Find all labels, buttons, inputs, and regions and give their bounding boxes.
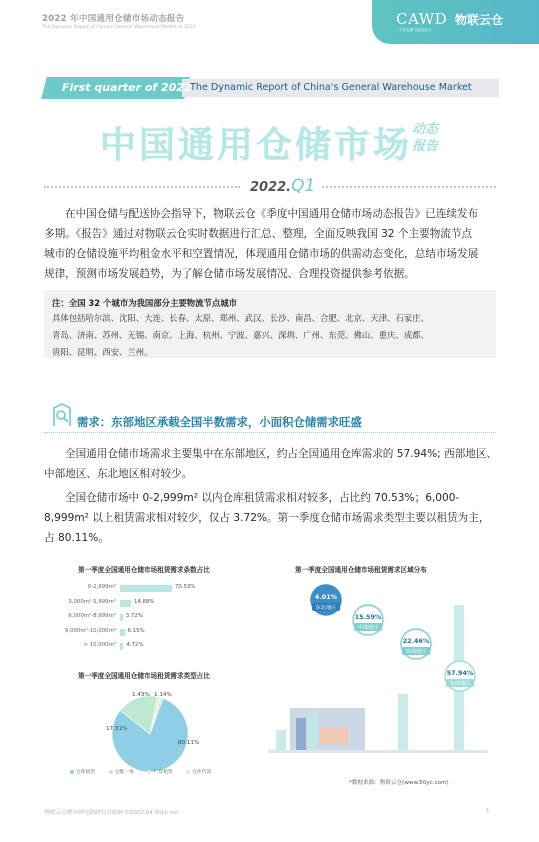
bar-value-label: 6.15%: [127, 627, 145, 634]
cargo-boxes: [320, 728, 348, 744]
report-title-side-2: 报告: [412, 139, 439, 154]
bar: [120, 614, 123, 621]
bar-value-label: 3.72%: [125, 613, 143, 619]
quarter-banner: [44, 77, 499, 99]
pie-value-label: 1.14%: [154, 692, 172, 698]
region-value-label: 4.01%: [314, 593, 338, 601]
header-title: 2022 年中国通用仓储市场动态报告: [42, 14, 185, 24]
intro-line: 城市的仓储设施平均租金水平和空置情况，体现通用仓储市场的供需动态变化，总结市场发展: [44, 248, 479, 260]
bar-category-label: > 10,000m²: [83, 642, 116, 648]
legend-label: 厂房租赁: [153, 770, 173, 775]
bar: [120, 643, 123, 650]
footer-credit: 物联云仓数字研究院研究员绘制 ©2022.04 50yc Inc: [44, 810, 179, 816]
header-subtitle: The Dynamic Report of China's General Warehouse Market in 2022: [42, 25, 196, 30]
pie-legend: [70, 768, 211, 775]
section-title: 需求：东部地区承载全国半数需求，小面积仓储需求旺盛: [77, 415, 362, 429]
bar-category-label: 0-2,999m²: [87, 584, 116, 590]
pie-value-label: 1.43%: [132, 692, 150, 698]
logo-cawd-subtext: 中国仓储与配送协会: [399, 28, 432, 32]
bar-category-label: 3,000m²-5,999m²: [68, 598, 116, 605]
magnifier-icon: [50, 402, 74, 428]
logo-cawd: CAWD: [396, 10, 448, 28]
bar: [120, 629, 125, 636]
data-source: *数据来源：物联云仓(www.50yc.com): [349, 780, 449, 786]
report-title-side: [412, 121, 438, 155]
region-infographic: [268, 578, 488, 758]
region-value-label: 22.46%: [402, 637, 430, 645]
pie-chart-title: 第一季度全国通用仓储市场租赁需求类型占比: [78, 672, 210, 680]
logo-cn: 物联云仓: [455, 13, 504, 27]
region-column: [276, 730, 286, 750]
intro-line: 多期。《报告》通过对物联云仓实时数据进行汇总、整理，全面反映我国 32 个主要物流节点: [44, 228, 473, 240]
quarter-text: Q1: [291, 176, 316, 196]
note-heading: 注：全国 32 个城市为我国部分主要物流节点城市: [52, 298, 237, 308]
legend-item: [70, 770, 95, 775]
bar-value-label: 4.72%: [126, 642, 144, 648]
demand-paragraph-1: [44, 444, 496, 484]
region-value-label: 57.94%: [446, 669, 474, 677]
region-name-label: 中部地区: [357, 625, 379, 631]
legend-item: [147, 770, 172, 775]
intro-line: 规律，预测市场发展趋势，为了解仓储市场发展情况、合理投资提供参考依据。: [44, 268, 415, 280]
report-title: 中国通用仓储市场: [100, 125, 413, 166]
body-line: 全国仓储市场中 0-2,999m² 以内仓库租赁需求相对较多，占比约 70.53%；6,000-: [65, 492, 460, 504]
region-column: [308, 711, 318, 750]
divider-left: [44, 186, 240, 188]
intro-line: 在中国仓储与配送协会指导下，物联云仓《季度中国通用仓储市场动态报告》已连续发布: [65, 208, 479, 220]
region-name-label: 东北地区: [315, 605, 337, 611]
pie-value-label: 17.31%: [106, 726, 128, 732]
intro-paragraph: [44, 204, 496, 284]
legend-label: 仓库代管: [192, 770, 212, 775]
report-year: [250, 176, 315, 196]
region-name-label: 西部地区: [405, 649, 427, 655]
legend-item: [109, 770, 134, 775]
note-line: 青岛、济南、苏州、无锡、南京、上海、杭州、宁波、嘉兴、深圳、广州、东莞、佛山、重庆、成都、: [52, 330, 429, 340]
legend-label: 仓库租赁: [76, 770, 96, 775]
body-line: 中部地区、东北地区相对较少。: [44, 468, 193, 480]
bar-category-label: 6,000m²-8,999m²: [68, 613, 116, 619]
page-number: 1: [486, 808, 490, 814]
year-text: 2022.: [250, 180, 292, 195]
bar-chart-title: 第一季度全国通用仓储市场租赁需求条数占比: [78, 566, 210, 574]
body-line: 8,999m² 以上租赁需求相对较少，仅占 3.72%。第一季度仓储市场需求类型主要以租赁为主，: [44, 512, 490, 524]
report-title-side-1: 动态: [412, 122, 439, 137]
bar: [120, 585, 172, 592]
legend-item: [186, 770, 211, 775]
bar: [120, 600, 131, 607]
divider-right: [322, 186, 496, 188]
banner-quarter-label: First quarter of 2022: [62, 81, 192, 94]
demand-paragraph-2: [44, 488, 496, 548]
bar-category-label: 9,000m²-10,000m²: [64, 627, 116, 634]
banner-report-label: The Dynamic Report of China's General Warehouse Market: [190, 82, 472, 93]
note-line: 具体包括哈尔滨、沈阳、大连、长春、太原、郑州、武汉、长沙、南昌、合肥、北京、天津、石家庄、: [52, 313, 429, 323]
bar-value-label: 70.53%: [175, 584, 196, 590]
bar-value-label: 14.88%: [133, 598, 155, 605]
legend-label: 仓配一体: [114, 770, 134, 775]
body-line: 占 80.11%。: [44, 532, 109, 544]
note-line: 贵阳、昆明、西安、兰州。: [52, 347, 153, 357]
body-line: 全国通用仓储市场需求主要集中在东部地区，约占全国通用仓库需求的 57.94%; 西部地区、: [65, 448, 498, 460]
section-underline: [44, 432, 496, 433]
region-column: [398, 694, 408, 750]
warehouse-door: [296, 718, 306, 750]
region-value-label: 15.59%: [354, 613, 382, 621]
region-chart-title: 第一季度全国通用仓储市场租赁需求区域分布: [295, 566, 427, 574]
ground-line: [268, 750, 488, 753]
note-box: [44, 290, 496, 358]
region-name-label: 东部地区: [449, 681, 471, 687]
pie-value-label: 80.11%: [178, 740, 200, 746]
